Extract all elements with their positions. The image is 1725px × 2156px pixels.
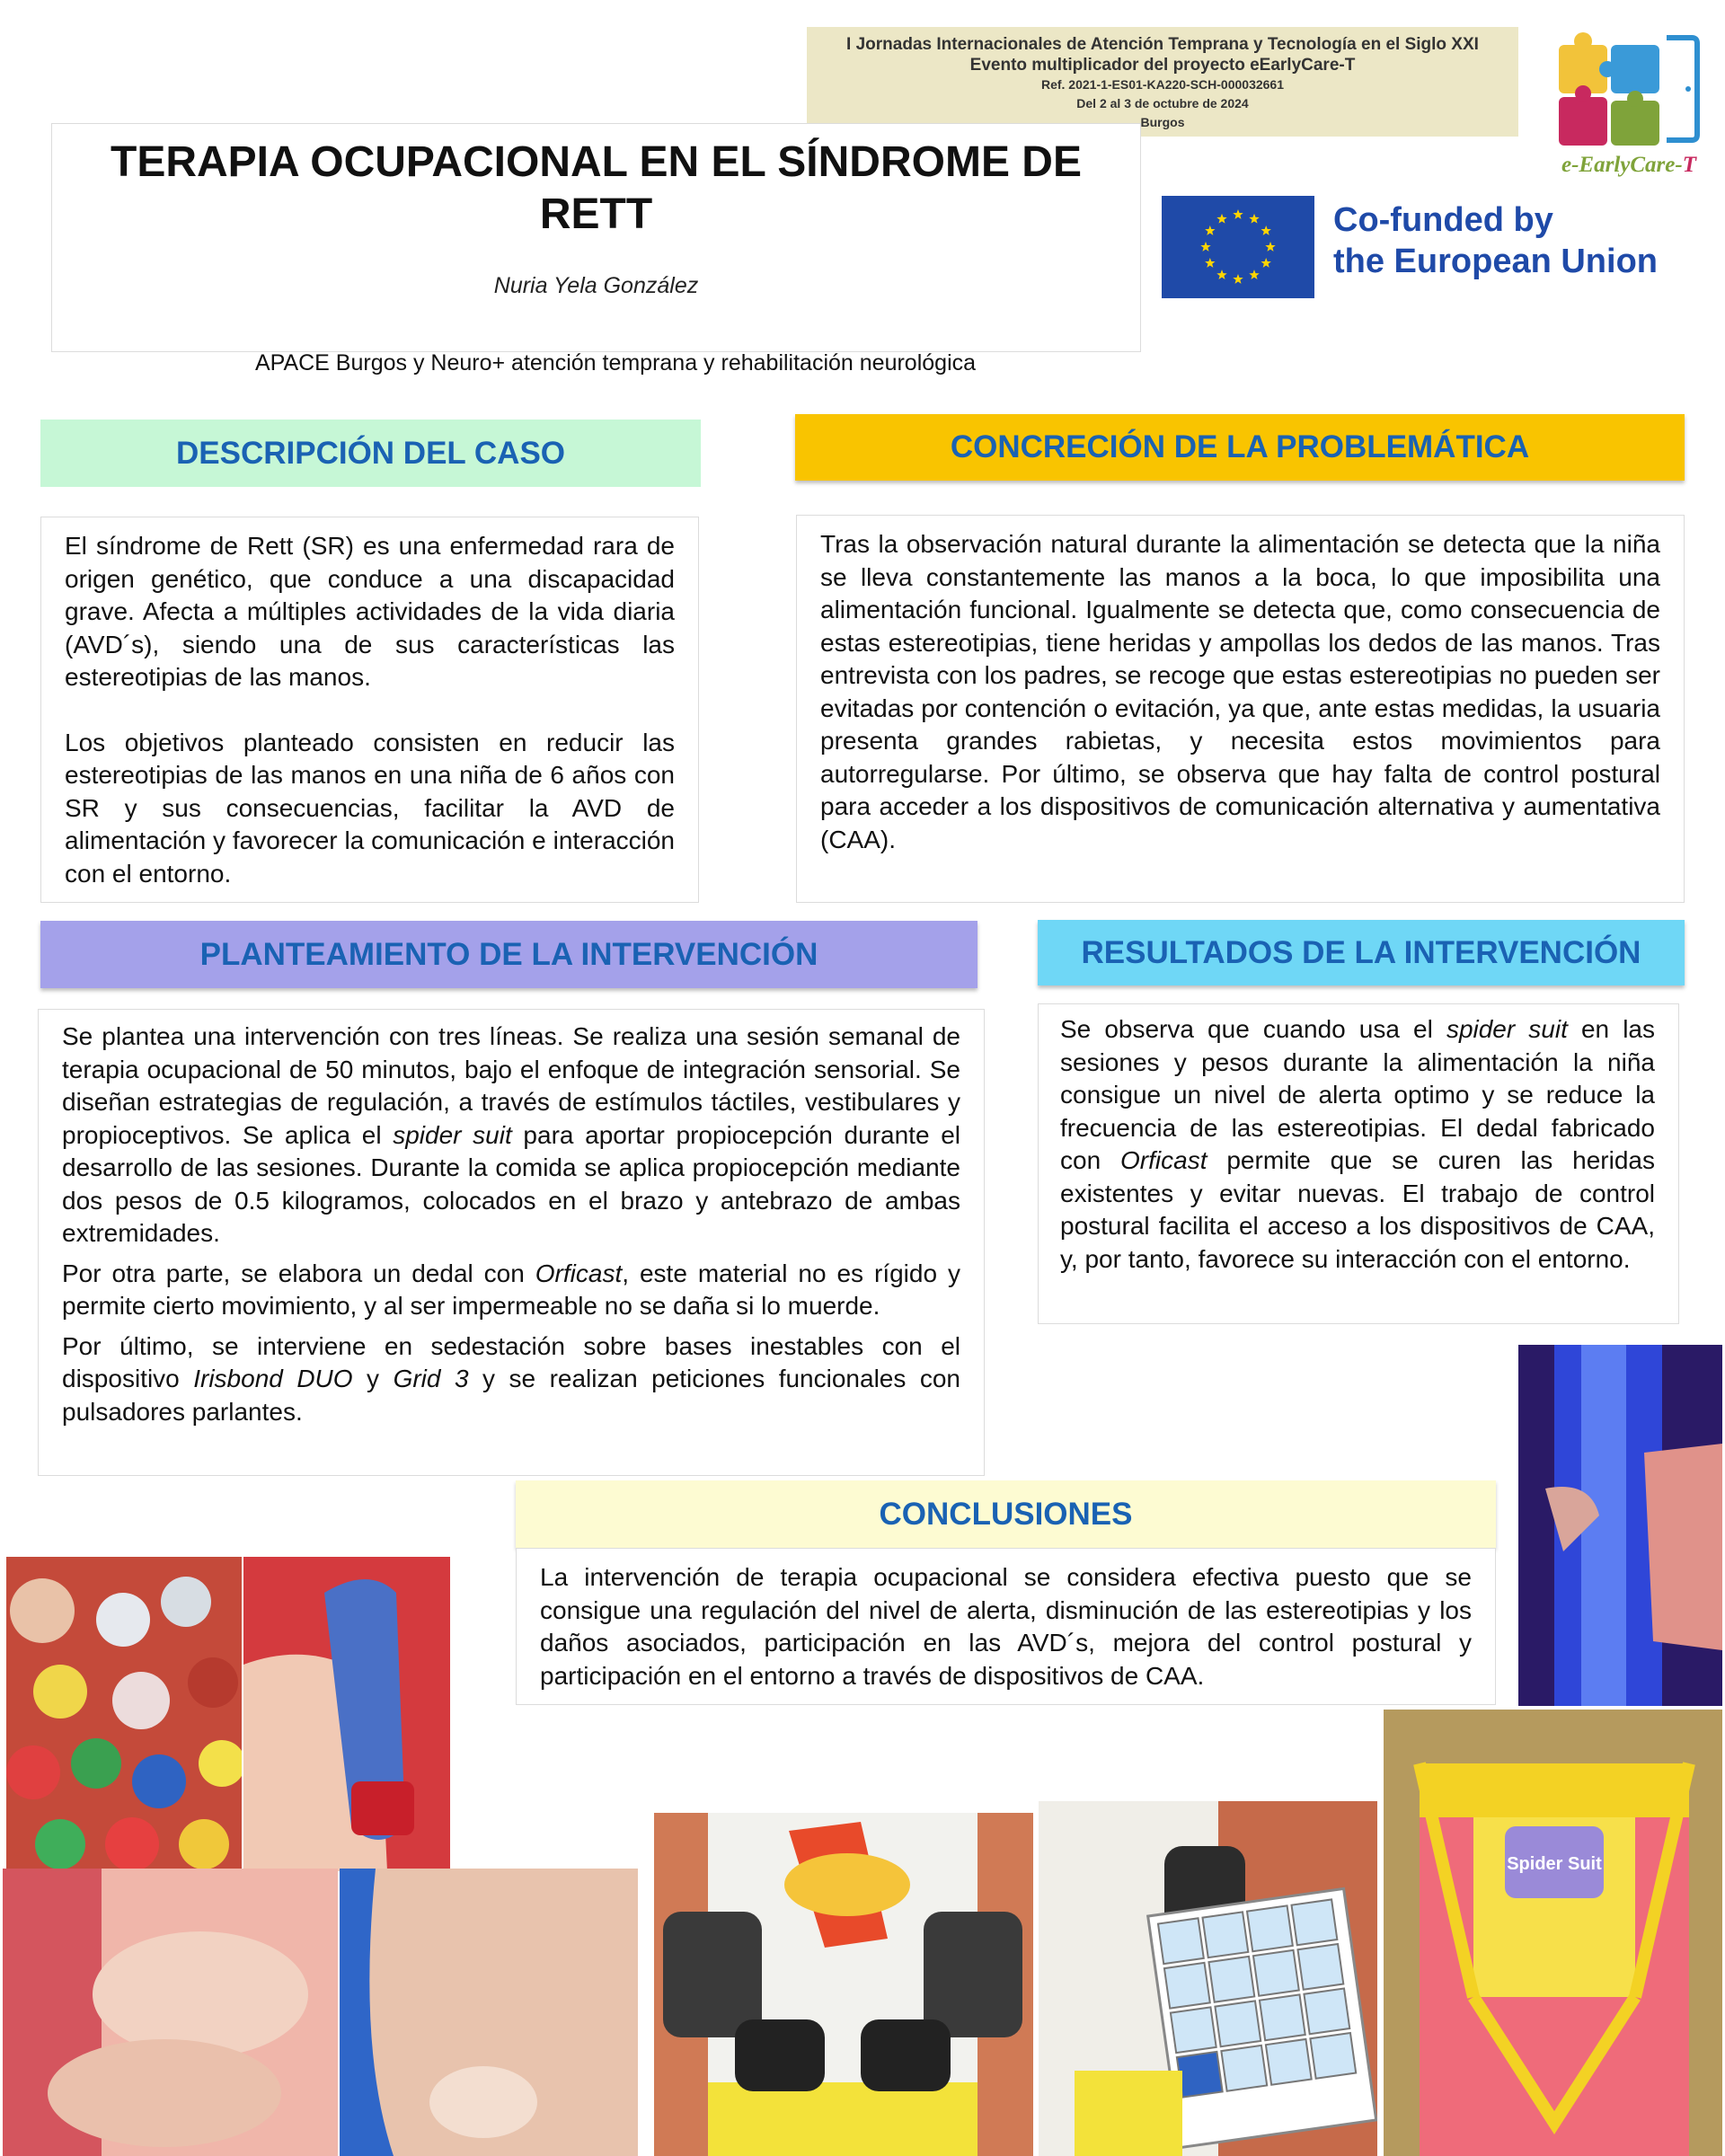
puzzle-logo-icon [1557,29,1701,155]
eu-star [1205,258,1215,268]
title-box [51,123,1141,352]
photo-fingers [340,1869,638,2156]
event-location: Burgos [1140,115,1185,129]
affiliation: APACE Burgos y Neuro+ atención temprana y rehabilitación neurológica [254,350,977,376]
eu-star [1249,214,1259,224]
section-heading-descripcion: DESCRIPCIÓN DEL CASO [40,420,701,487]
eu-star [1249,270,1259,279]
section-heading-conclusiones: CONCLUSIONES [516,1480,1496,1548]
eu-star [1261,258,1270,268]
paragraph: El síndrome de Rett (SR) es una enfermedad rara de origen genético, que conduce a una discapacidad grave. Afecta a múltiples actividades de la vida diaria (AVD´s), siendo una de sus características las estereotipias de las manos. [65,532,675,691]
eu-star [1216,214,1226,224]
section-body-planteamiento [38,1009,985,1476]
eu-star [1216,270,1226,279]
eu-star [1261,225,1270,235]
section-heading-planteamiento: PLANTEAMIENTO DE LA INTERVENCIÓN [40,921,978,988]
event-subtitle: Evento multiplicador del proyecto eEarlyCare-T [969,56,1356,75]
section-body-descripcion [40,517,699,903]
paragraph: Los objetivos planteado consisten en reducir las estereotipias de las manos en una niña de 6 años con SR y sus consecuencias, facilitar la AVD de alimentación y favorecer la comunicación e interacción con el entorno. [65,728,675,888]
paragraph: Se observa que cuando usa el spider suit en las sesiones y pesos durante la alimentación la niña consigue un nivel de alerta optimo y se reduce la frecuencia de las estereotipias. El dedal fabricado con Orficast permite que se curen las heridas existentes y evitar nuevas. El trabajo de control postural facilita el acceso a los dispositivos de CAA, y, por tanto, favorece su interacción con el entorno. [1060,1015,1655,1273]
event-dates: Del 2 al 3 de octubre de 2024 [1076,96,1249,110]
eu-star [1233,274,1243,284]
photo-ball-pit [6,1557,242,1871]
spider-suit-label: Spider Suit [1507,1854,1602,1874]
paragraph: La intervención de terapia ocupacional se considera efectiva puesto que se consigue una regulación del nivel de alerta, disminución de las estereotipias y los daños asociados, participación en las AVD´s, mejora del control postural y participación en el entorno a través de dispositivos de CAA. [540,1563,1472,1690]
photo-child-weights [654,1813,1033,2156]
paragraph: Por otra parte, se elabora un dedal con Orficast, este material no es rígido y permite cierto movimiento, y al ser impermeable no se daña si lo muerde. [62,1259,960,1320]
photo-communication-board [1039,1801,1377,2156]
eu-star [1233,209,1243,219]
eu-flag-icon [1162,196,1314,298]
logo-wordmark: e-EarlyCare-T [1561,153,1696,177]
section-body-problematica [796,515,1685,903]
paragraph: Se plantea una intervención con tres líneas. Se realiza una sesión semanal de terapia ocupacional de 50 minutos, bajo el enfoque de integración sensorial. Se diseñan estrategias de regulación, a través de estímulos táctiles, vestibulares y propioceptivos. Se aplica el spider suit para aportar propiocepción durante el desarrollo de las sesiones. Durante la comida se aplica propiocepción mediante dos pesos de 0.5 kilogramos, colocados en el brazo y antebrazo de ambas extremidades. [62,1022,960,1247]
eu-star [1265,242,1275,252]
section-heading-resultados: RESULTADOS DE LA INTERVENCIÓN [1038,920,1685,985]
author: Nuria Yela González [493,273,699,298]
paragraph: Por último, se interviene en sedestación sobre bases inestables con el dispositivo Irisbond DUO y Grid 3 y se realizan peticiones funcionales con pulsadores parlantes. [62,1331,961,1426]
eu-star [1205,225,1215,235]
photo-thimble [243,1557,450,1871]
section-body-resultados [1038,1003,1679,1324]
photo-bubble-tube [1518,1345,1722,1706]
photo-spider-suit [1384,1710,1722,2156]
section-body-conclusiones [516,1548,1496,1705]
eearlycare-logo [1557,29,1701,181]
paragraph: Tras la observación natural durante la alimentación se detecta que la niña se lleva constantemente las manos a la boca, lo que imposibilita una alimentación funcional. Igualmente se detecta que, como consecuencia de estas estereotipias, tiene heridas y ampollas los dedos de las manos. Tras entrevista con los padres, se recoge que estas estereotipias no pueden ser evitadas por contención o evitación, ya que, ante estas medidas, la usuaria presenta grandes rabietas, y necesita estos movimientos para autorregularse. Por último, se observa que hay falta de control postural para acceder a los dispositivos de comunicación alternativa y aumentativa (CAA). [820,530,1660,853]
event-title: I Jornadas Internacionales de Atención Temprana y Tecnología en el Siglo XXI [846,35,1479,54]
event-reference: Ref. 2021-1-ES01-KA220-SCH-000032661 [1040,77,1285,92]
event-banner [807,27,1518,137]
section-heading-problematica: CONCRECIÓN DE LA PROBLEMÁTICA [795,414,1685,481]
poster-title: TERAPIA OCUPACIONAL EN EL SÍNDROME DE RETT [111,138,1082,238]
photo-hands [3,1869,338,2156]
eu-star [1200,242,1210,252]
eu-cofunded-label: Co-funded by the European Union [1333,201,1658,280]
